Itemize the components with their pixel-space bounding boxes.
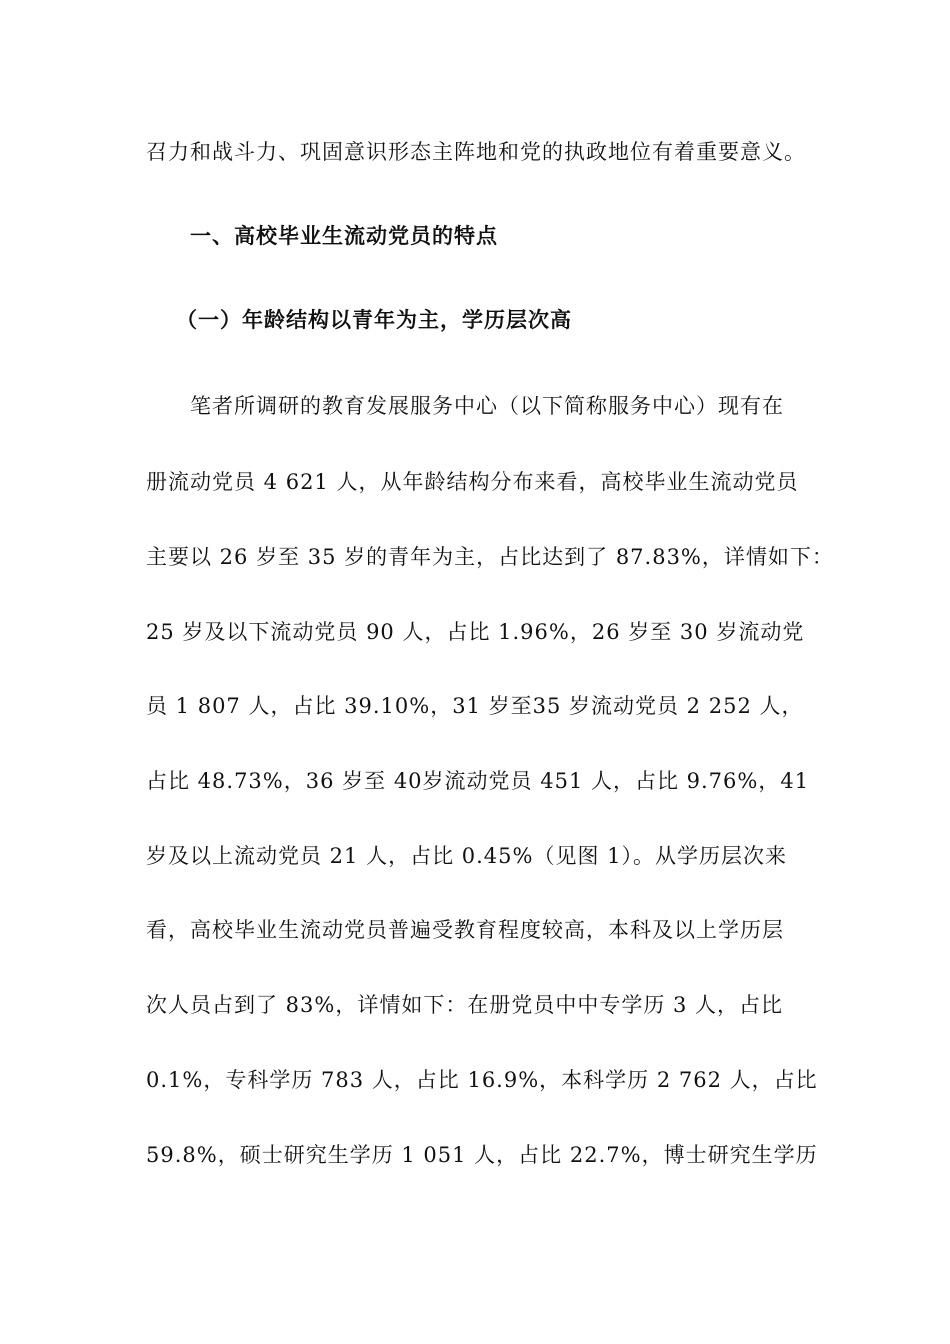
body-text-line: 召力和战斗力、巩固意识形态主阵地和党的执政地位有着重要意义。 [146,140,806,164]
section-heading: 一、高校毕业生流动党员的特点 [190,223,498,248]
paragraph-line: 占比 48.73%，36 岁至 40岁流动党员 451 人，占比 9.76%，41 [146,769,810,793]
paragraph-line: 岁及以上流动党员 21 人，占比 0.45%（见图 1）。从学历层次来 [146,844,787,868]
paragraph-line: 笔者所调研的教育发展服务中心（以下简称服务中心）现有在 [190,394,784,418]
paragraph-line: 25 岁及以下流动党员 90 人，占比 1.96%，26 岁至 30 岁流动党 [146,620,805,644]
paragraph-line: 员 1 807 人，占比 39.10%，31 岁至35 岁流动党员 2 252 人， [146,694,804,718]
paragraph-line: 0.1%，专科学历 783 人，占比 16.9%，本科学历 2 762 人，占比 [146,1068,818,1092]
subsection-heading: （一）年龄结构以青年为主，学历层次高 [176,307,572,332]
paragraph-line: 次人员占到了 83%，详情如下：在册党员中中专学历 3 人，占比 [146,993,784,1017]
paragraph-line: 册流动党员 4 621 人，从年龄结构分布来看，高校毕业生流动党员 [146,470,799,494]
paragraph-line: 59.8%，硕士研究生学历 1 051 人，占比 22.7%，博士研究生学历 [146,1143,818,1167]
paragraph-line: 主要以 26 岁至 35 岁的青年为主，占比达到了 87.83%，详情如下： [146,545,834,569]
paragraph-line: 看，高校毕业生流动党员普遍受教育程度较高，本科及以上学历层 [146,918,784,942]
